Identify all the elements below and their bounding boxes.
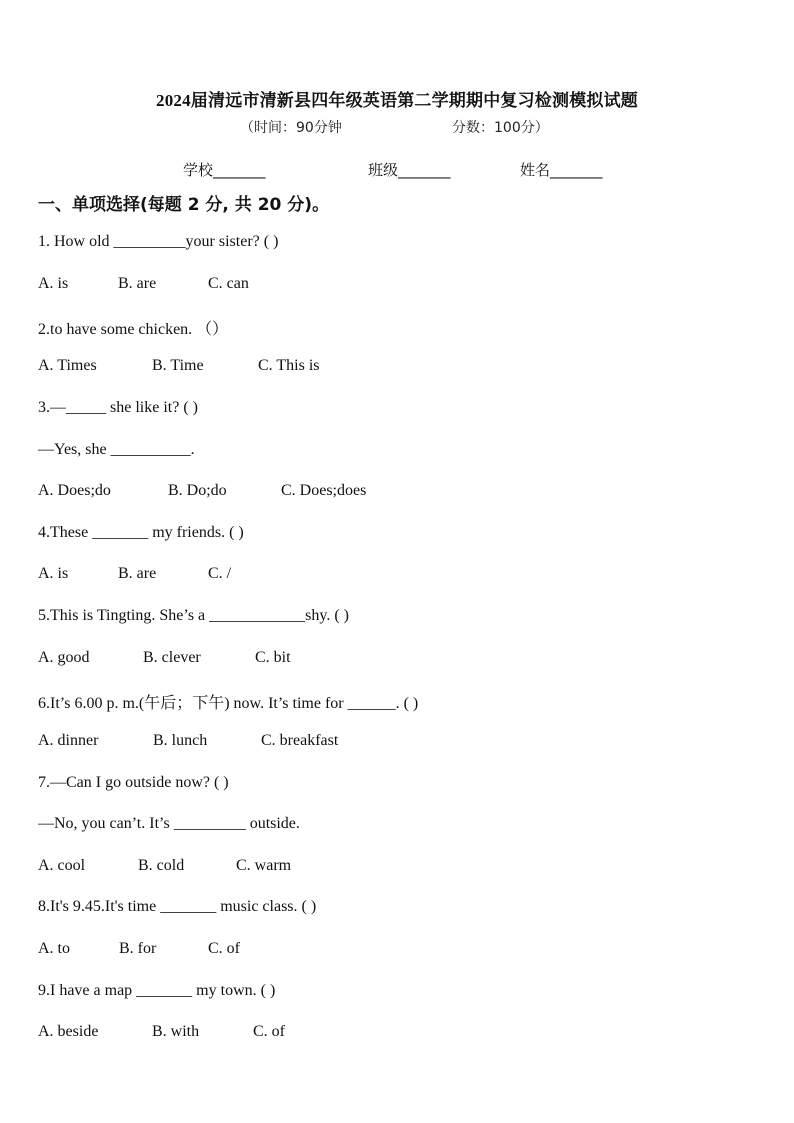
name-field: 姓名_______ xyxy=(520,161,603,179)
option-b: B. Time xyxy=(152,357,204,374)
question-2-stem: 2.to have some chicken. （） xyxy=(38,321,229,338)
question-7-stem: 7.—Can I go outside now? ( ) xyxy=(38,774,229,791)
option-c: C. warm xyxy=(236,857,292,874)
option-a: A. good xyxy=(38,649,90,666)
question-3-answer-line: —Yes, she __________. xyxy=(38,441,195,458)
section-heading: 一、单项选择(每题 2 分, 共 20 分)。 xyxy=(38,195,330,215)
question-1-options xyxy=(38,275,249,293)
option-c: C. This is xyxy=(258,357,320,374)
option-c: C. bit xyxy=(255,649,291,666)
question-3-options xyxy=(38,482,366,500)
question-1-stem: 1. How old _________your sister? ( ) xyxy=(38,233,279,250)
question-8-options xyxy=(38,940,240,958)
option-b: B. clever xyxy=(143,649,201,666)
school-field: 学校_______ xyxy=(183,161,266,179)
option-b: B. Do;do xyxy=(168,482,227,499)
question-4-options xyxy=(38,565,231,583)
option-b: B. are xyxy=(118,565,157,582)
question-7-options xyxy=(38,857,291,875)
option-b: B. cold xyxy=(138,857,185,874)
question-6-stem: 6.It’s 6.00 p. m.(午后；下午) now. It’s time for ______. ( ) xyxy=(38,695,419,712)
option-a: A. to xyxy=(38,940,70,957)
exam-time: （时间：90分钟 xyxy=(240,120,342,136)
option-b: B. with xyxy=(152,1023,200,1040)
question-2-options xyxy=(38,357,320,375)
option-c: C. can xyxy=(208,275,249,292)
exam-score: 分数：100分） xyxy=(452,120,549,136)
option-c: C. / xyxy=(208,565,232,582)
option-c: C. breakfast xyxy=(261,732,339,749)
class-field: 班级_______ xyxy=(368,161,451,179)
option-a: A. is xyxy=(38,275,69,292)
option-a: A. is xyxy=(38,565,69,582)
question-9-options xyxy=(38,1023,285,1041)
option-c: C. of xyxy=(253,1023,285,1040)
option-a: A. cool xyxy=(38,857,86,874)
option-b: B. lunch xyxy=(153,732,208,749)
option-c: C. of xyxy=(208,940,240,957)
option-c: C. Does;does xyxy=(281,482,367,499)
question-5-stem: 5.This is Tingting. She’s a ____________shy. ( ) xyxy=(38,607,349,624)
option-b: B. for xyxy=(119,940,157,957)
question-9-stem: 9.I have a map _______ my town. ( ) xyxy=(38,982,276,999)
option-a: A. dinner xyxy=(38,732,99,749)
option-b: B. are xyxy=(118,275,157,292)
option-a: A. beside xyxy=(38,1023,99,1040)
option-a: A. Times xyxy=(38,357,97,374)
question-8-stem: 8.It's 9.45.It's time _______ music class. ( ) xyxy=(38,898,317,915)
question-4-stem: 4.These _______ my friends. ( ) xyxy=(38,524,244,541)
question-6-options xyxy=(38,732,338,750)
exam-title: 2024届清远市清新县四年级英语第二学期期中复习检测模拟试题 xyxy=(156,91,638,110)
question-3-stem: 3.—_____ she like it? ( ) xyxy=(38,399,198,416)
question-7-answer-line: —No, you can’t. It’s _________ outside. xyxy=(38,815,300,832)
question-5-options xyxy=(38,649,291,667)
option-a: A. Does;do xyxy=(38,482,111,499)
